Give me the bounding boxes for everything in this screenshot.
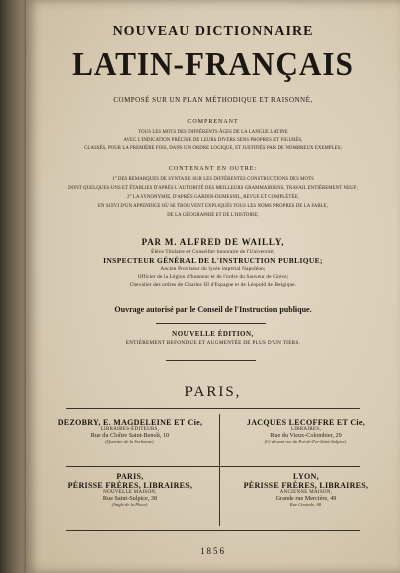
- publisher-address: Rue du Cloître Saint-Benoît, 10: [90, 432, 170, 439]
- divider: [66, 408, 360, 409]
- publisher-role: NOUVELLE MAISON,: [103, 490, 157, 495]
- publisher-note: (Ci-devant rue du Pot-de-Fer-Saint-Sulpice).: [264, 439, 348, 444]
- publisher-note: (Quartier de la Sorbonne).: [105, 439, 155, 444]
- title-page: [26, 0, 400, 573]
- title-main: LATIN-FRANÇAIS: [72, 46, 354, 83]
- contenant-line: EN SUIVI D'UN APPENDICE OÙ SE TROUVENT EXPLIQUÉS TOUS LES NOMS PROPRES DE LA FABLE,: [97, 204, 329, 209]
- edition-label: NOUVELLE ÉDITION,: [172, 330, 254, 338]
- imprint-city: PARIS,: [184, 384, 242, 400]
- publisher-city: PARIS,: [116, 472, 144, 481]
- contenant-line: 2° LA SYNONYMIE, D'APRÈS GARDIN-DUMESNIL, REVUE ET COMPLÉTÉE;: [127, 195, 299, 200]
- contenant-label: CONTENANT EN OUTRE:: [168, 166, 258, 172]
- publisher-note: Rue Centrale, 68.: [289, 502, 323, 507]
- publisher-address: Rue Saint-Sulpice, 38: [102, 495, 158, 502]
- publisher-note: (Angle de la Place).: [111, 502, 149, 507]
- contenant-line: DE LA GÉOGRAPHIE ET DE L'HISTOIRE;: [167, 213, 259, 218]
- author-title: Ancien Proviseur du lycée impérial Napoléon;: [160, 266, 266, 272]
- publisher-role: LIBRAIRES-ÉDITEURS,: [100, 427, 160, 432]
- publication-year: 1856: [200, 546, 226, 556]
- title-top: NOUVEAU DICTIONNAIRE: [112, 24, 314, 39]
- edition-note: ENTIÈREMENT REFONDUE ET AUGMENTÉE DE PLUS D'UN TIERS.: [125, 340, 301, 346]
- publisher-name: PÉRISSE FRÈRES, LIBRAIRES,: [243, 481, 369, 490]
- comprenant-line: AVEC L'INDICATION PRÉCISE DE LEURS DIVERS SENS PROPRES ET FIGURÉS,: [123, 138, 303, 143]
- author-name: PAR M. ALFRED DE WAILLY,: [141, 237, 285, 247]
- comprenant-line: TOUS LES MOTS DES DIFFÉRENTS ÂGES DE LA LANGUE LATINE: [138, 130, 288, 135]
- author-title: Officier de la Légion d'honneur et de l'ordre du Sauveur de Grèce;: [137, 274, 289, 280]
- publisher-role: LIBRAIRES,: [290, 427, 322, 432]
- publisher-block-right-top: [226, 418, 386, 444]
- publisher-city: LYON,: [293, 472, 319, 481]
- comprenant-line: CLASSÉS, POUR LA PREMIÈRE FOIS, DANS UN ORDRE LOGIQUE, ET JUSTIFIÉS PAR DE NOMBREUX EXEMPLES;: [84, 146, 342, 151]
- publisher-name: DEZOBRY, E. MAGDELEINE ET Cie,: [57, 418, 203, 427]
- author-title: Chevalier des ordres de Charles III d'Espagne et de Léopold de Belgique.: [129, 282, 297, 288]
- author-title: Élève Titulaire et Conseiller honoraire de l'Université;: [151, 249, 275, 255]
- publisher-address: Rue du Vieux-Colombier, 29: [270, 432, 342, 439]
- divider: [156, 323, 266, 324]
- contenant-line: 1° DES REMARQUES DE SYNTAXE SUR LES DIFFÉRENTES CONSTRUCTIONS DES MOTS: [112, 177, 314, 182]
- divider: [166, 360, 256, 361]
- publisher-name: PÉRISSE FRÈRES, LIBRAIRES,: [67, 481, 193, 490]
- divider: [66, 466, 360, 467]
- comprenant-label: COMPRENANT: [187, 119, 239, 125]
- contenant-line: DONT QUELQUES-UNS ET ÉTABLIES D'APRÈS L'AUTORITÉ DES MEILLEURS GRAMMAIRIENS, TRAVAIL ENTIÈREMENT NEUF;: [68, 186, 358, 191]
- column-divider: [219, 414, 220, 526]
- publisher-block-left-bottom: [50, 472, 210, 507]
- divider: [66, 530, 360, 531]
- authorization-notice: Ouvrage autorisé par le Conseil de l'Instruction publique.: [114, 305, 312, 314]
- publisher-name: JACQUES LECOFFRE ET Cie,: [246, 418, 366, 427]
- subtitle: COMPOSÉ SUR UN PLAN MÉTHODIQUE ET RAISONNÉ,: [113, 96, 313, 104]
- publisher-address: Grande rue Mercière, 49: [275, 495, 337, 502]
- publisher-block-right-bottom: [226, 472, 386, 507]
- author-title: INSPECTEUR GÉNÉRAL DE L'INSTRUCTION PUBLIQUE;: [103, 256, 323, 265]
- publisher-block-left-top: [50, 418, 210, 444]
- publisher-role: ANCIENNE MAISON,: [279, 490, 333, 495]
